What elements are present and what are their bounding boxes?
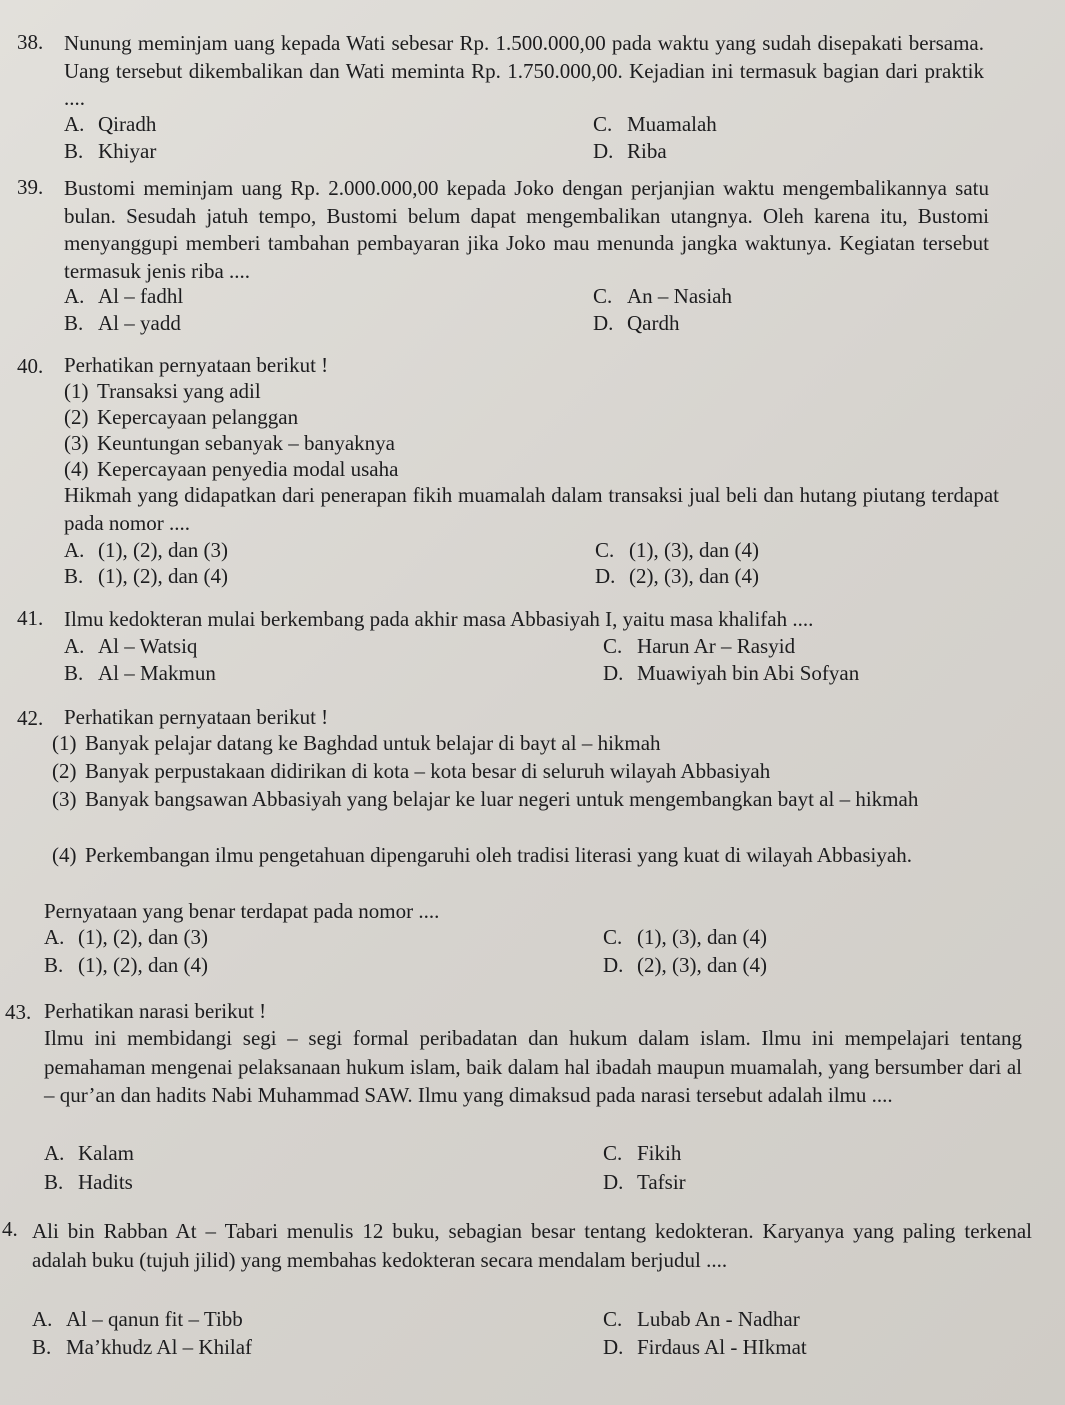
option-text: (1), (2), dan (3) [78, 925, 209, 949]
option-letter: D. [603, 953, 624, 977]
statement-text: Transaksi yang adil [97, 379, 261, 403]
option-letter: A. [32, 1307, 53, 1331]
option-letter: C. [603, 1307, 623, 1331]
option-a[interactable] [64, 634, 197, 659]
option-letter: B. [44, 953, 64, 977]
statement-number: (3) [52, 787, 77, 811]
option-text: Qiradh [98, 112, 157, 136]
question-stem: Bustomi meminjam uang Rp. 2.000.000,00 kepada Joko dengan perjanjian waktu mengembalikannya satu bulan. Sesudah jatuh tempo, Bustomi belum dapat mengembalikan utangnya. Oleh karena itu, Bustomi menyanggupi memberi tambahan pembayaran jika Joko mau menunda jangka waktunya. Kegiatan tersebut termasuk jenis riba .... [64, 176, 989, 283]
statement-2 [64, 404, 298, 432]
question-number: 43. [5, 1000, 32, 1024]
option-c[interactable] [603, 634, 795, 659]
option-letter: A. [64, 284, 85, 308]
option-letter: B. [64, 139, 84, 163]
option-a[interactable] [64, 284, 183, 309]
option-text: Khiyar [98, 139, 157, 163]
question-number: 41. [17, 606, 44, 630]
statement-2 [52, 758, 770, 786]
option-text: (1), (2), dan (4) [98, 564, 229, 588]
option-text: Fikih [637, 1141, 682, 1165]
option-text: Al – Makmun [98, 661, 216, 685]
option-a[interactable] [44, 925, 208, 950]
question-stem: Ilmu kedokteran mulai berkembang pada akhir masa Abbasiyah I, yaitu masa khalifah .... [64, 607, 814, 631]
option-text: (1), (2), dan (3) [98, 538, 229, 562]
option-text: Al – yadd [98, 311, 181, 335]
option-d[interactable] [603, 953, 767, 978]
question-stem: Hikmah yang didapatkan dari penerapan fikih muamalah dalam transaksi jual beli dan hutang piutang terdapat pada nomor .... [64, 483, 999, 535]
option-letter: D. [603, 661, 624, 685]
option-letter: C. [593, 112, 613, 136]
option-letter: A. [44, 925, 65, 949]
option-letter: A. [64, 538, 85, 562]
option-text: (1), (3), dan (4) [629, 538, 760, 562]
option-text: Al – Watsiq [98, 634, 198, 658]
statement-1 [52, 730, 661, 758]
option-letter: C. [593, 284, 613, 308]
question-intro: Perhatikan narasi berikut ! [44, 999, 267, 1023]
option-c[interactable] [595, 538, 759, 563]
option-text: An – Nasiah [627, 284, 732, 308]
statement-text: Banyak bangsawan Abbasiyah yang belajar ke luar negeri untuk mengembangkan bayt al – hikmah [85, 787, 919, 811]
option-text: Ma’khudz Al – Khilaf [66, 1335, 253, 1359]
option-text: Harun Ar – Rasyid [637, 634, 796, 658]
statement-number: (1) [52, 731, 77, 755]
question-intro: Perhatikan pernyataan berikut ! [64, 705, 329, 729]
statement-number: (1) [64, 379, 89, 403]
option-c[interactable] [593, 112, 717, 137]
option-letter: B. [64, 661, 84, 685]
question-intro: Perhatikan pernyataan berikut ! [64, 353, 329, 377]
question-stem: Ali bin Rabban At – Tabari menulis 12 buku, sebagian besar tentang kedokteran. Karyanya yang paling terkenal adalah buku (tujuh jilid) yang membahas kedokteran secara mendalam berjudul .... [32, 1219, 1032, 1272]
statement-1 [64, 378, 261, 406]
option-text: Firdaus Al - HIkmat [637, 1335, 807, 1359]
option-d[interactable] [603, 1170, 686, 1195]
option-d[interactable] [593, 311, 679, 336]
option-letter: D. [603, 1170, 624, 1194]
question-number: 42. [17, 706, 44, 730]
statement-text: Perkembangan ilmu pengetahuan dipengaruhi oleh tradisi literasi yang kuat di wilayah Abbasiyah. [85, 843, 912, 867]
statement-number: (2) [64, 405, 89, 429]
option-text: Al – fadhl [98, 284, 184, 308]
option-c[interactable] [603, 925, 767, 950]
option-text: Muamalah [627, 112, 717, 136]
option-a[interactable] [64, 112, 156, 137]
option-text: (1), (2), dan (4) [78, 953, 209, 977]
option-letter: C. [603, 925, 623, 949]
option-b[interactable] [64, 139, 156, 164]
statement-number: (4) [52, 843, 77, 867]
option-text: Muawiyah bin Abi Sofyan [637, 661, 860, 685]
option-text: Hadits [78, 1170, 133, 1194]
option-b[interactable] [32, 1335, 252, 1360]
option-text: Lubab An - Nadhar [637, 1307, 800, 1331]
option-letter: D. [593, 311, 614, 335]
statement-3 [52, 786, 1037, 814]
option-letter: B. [64, 564, 84, 588]
option-a[interactable] [64, 538, 228, 563]
statement-text: Keuntungan sebanyak – banyaknya [97, 431, 395, 455]
option-letter: D. [595, 564, 616, 588]
option-d[interactable] [603, 1335, 807, 1360]
option-letter: B. [44, 1170, 64, 1194]
statement-number: (3) [64, 431, 89, 455]
option-letter: A. [44, 1141, 65, 1165]
option-d[interactable] [595, 564, 759, 589]
option-text: Qardh [627, 311, 680, 335]
statement-number: (2) [52, 759, 77, 783]
option-letter: D. [603, 1335, 624, 1359]
option-letter: C. [603, 634, 623, 658]
option-letter: D. [593, 139, 614, 163]
question-number: 39. [17, 175, 44, 199]
option-letter: B. [64, 311, 84, 335]
option-text: Riba [627, 139, 667, 163]
option-a[interactable] [32, 1307, 243, 1332]
option-a[interactable] [44, 1141, 134, 1166]
option-text: Al – qanun fit – Tibb [66, 1307, 243, 1331]
option-b[interactable] [44, 1170, 133, 1195]
option-text: Tafsir [637, 1170, 686, 1194]
option-d[interactable] [593, 139, 667, 164]
option-b[interactable] [64, 311, 181, 336]
option-text: (1), (3), dan (4) [637, 925, 768, 949]
statement-text: Kepercayaan pelanggan [97, 405, 299, 429]
question-stem: Ilmu ini membidangi segi – segi formal peribadatan dan hukum dalam islam. Ilmu ini mempelajari tentang pemahaman mengenai pelaksanaan hukum islam, baik dalam hal ibadah maupun muamalah, yang bersumber dari al – qur’an dan hadits Nabi Muhammad SAW. Ilmu yang dimaksud pada narasi tersebut adalah ilmu .... [44, 1026, 1022, 1107]
option-d[interactable] [603, 661, 859, 686]
question-number: 40. [17, 354, 44, 378]
option-letter: B. [32, 1335, 52, 1359]
statement-4 [64, 456, 398, 484]
option-letter: C. [595, 538, 615, 562]
statement-text: Banyak perpustakaan didirikan di kota – kota besar di seluruh wilayah Abbasiyah [85, 759, 771, 783]
statement-text: Banyak pelajar datang ke Baghdad untuk belajar di bayt al – hikmah [85, 731, 661, 755]
option-c[interactable] [603, 1307, 800, 1332]
question-number: 4. [2, 1217, 18, 1241]
option-b[interactable] [64, 661, 216, 686]
statement-3 [64, 430, 395, 458]
option-c[interactable] [593, 284, 732, 309]
question-number: 38. [17, 30, 44, 54]
option-text: (2), (3), dan (4) [629, 564, 760, 588]
option-b[interactable] [44, 953, 208, 978]
option-letter: C. [603, 1141, 623, 1165]
statement-number: (4) [64, 457, 89, 481]
question-stem: Nunung meminjam uang kepada Wati sebesar Rp. 1.500.000,00 pada waktu yang sudah disepakati bersama. Uang tersebut dikembalikan dan Wati meminta Rp. 1.750.000,00. Kejadian ini termasuk bagian dari praktik .... [64, 31, 984, 110]
statement-4 [52, 842, 1012, 870]
statement-text: Kepercayaan penyedia modal usaha [97, 457, 399, 481]
option-c[interactable] [603, 1141, 681, 1166]
option-letter: A. [64, 634, 85, 658]
option-b[interactable] [64, 564, 228, 589]
question-stem: Pernyataan yang benar terdapat pada nomor .... [44, 899, 440, 923]
option-letter: A. [64, 112, 85, 136]
option-text: (2), (3), dan (4) [637, 953, 768, 977]
option-text: Kalam [78, 1141, 134, 1165]
